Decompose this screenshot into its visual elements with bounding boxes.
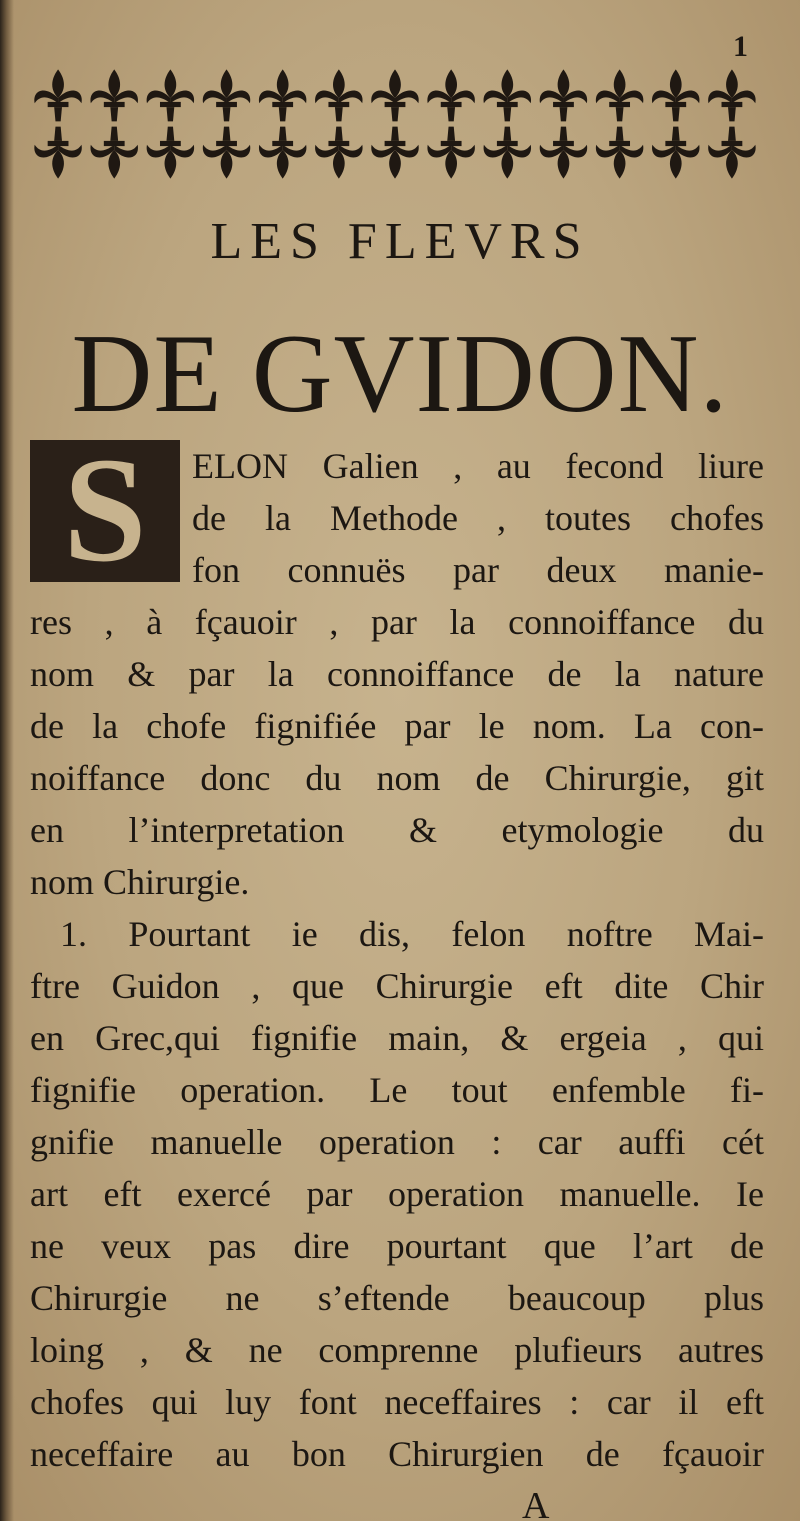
text-line: 1. Pourtant ie dis, felon noftre Mai- [60, 914, 764, 954]
fleuron-glyph [540, 127, 587, 179]
fleuron-glyph [315, 127, 362, 179]
fleuron-glyph [540, 69, 587, 121]
fleuron-glyph [427, 127, 474, 179]
text-line: fon connuës par deux manie- [192, 550, 764, 590]
fleuron-glyph [90, 69, 137, 121]
text-line: Chirurgie ne s’eftende beaucoup plus [30, 1278, 764, 1318]
main-title: DE GVIDON. [71, 312, 729, 436]
fleuron-glyph [427, 69, 474, 121]
text-line: res , à fçauoir , par la connoiffance du [30, 602, 764, 642]
fleuron-glyph [708, 69, 755, 121]
text-line: nom & par la connoiffance de la nature [30, 654, 764, 694]
text-line: en Grec,qui fignifie main, & ergeia , qui [30, 1018, 764, 1058]
text-line: art eft exercé par operation manuelle. Ie [30, 1174, 764, 1214]
fleuron-glyph [203, 69, 250, 121]
text-line: nom Chirurgie. [30, 862, 250, 902]
fleuron-glyph [596, 69, 643, 121]
fleuron-glyph [371, 127, 418, 179]
decorated-initial [30, 440, 180, 582]
text-line: ne veux pas dire pourtant que l’art de [30, 1226, 764, 1266]
fleuron-glyph [147, 69, 194, 121]
text-line: ELON Galien , au fecond liure [192, 446, 764, 486]
text-line: chofes qui luy font neceffaires : car il eft [30, 1382, 764, 1422]
fleuron-ornament-band [30, 62, 760, 184]
running-title: LES FLEVRS [210, 213, 590, 270]
fleuron-glyph [596, 127, 643, 179]
fleuron-glyph [484, 127, 531, 179]
fleuron-glyph [315, 69, 362, 121]
text-line: de la Methode , toutes chofes [192, 498, 764, 538]
text-line: ftre Guidon , que Chirurgie eft dite Chir [30, 966, 764, 1006]
fleuron-glyph [652, 127, 699, 179]
fleuron-glyph [34, 69, 81, 121]
fleuron-glyph [147, 127, 194, 179]
initial-letter: S [63, 440, 147, 582]
text-line: loing , & ne comprenne plufieurs autres [30, 1330, 764, 1370]
fleuron-glyph [371, 69, 418, 121]
text-line: noiffance donc du nom de Chirurgie, git [30, 758, 764, 798]
fleuron-glyph [203, 127, 250, 179]
fleuron-glyph [259, 69, 306, 121]
text-line: neceffaire au bon Chirurgien de fçauoir [30, 1434, 764, 1474]
text-line: gnifie manuelle operation : car auffi cét [30, 1122, 764, 1162]
fleuron-glyph [652, 69, 699, 121]
fleuron-glyph [484, 69, 531, 121]
text-line: en l’interpretation & etymologie du [30, 810, 764, 850]
text-line: fignifie operation. Le tout enfemble fi- [30, 1070, 764, 1110]
fleuron-glyph [90, 127, 137, 179]
signature-mark: A [522, 1485, 550, 1521]
fleuron-glyph [708, 127, 755, 179]
text-line: de la chofe fignifiée par le nom. La con- [30, 706, 764, 746]
fleuron-glyph [259, 127, 306, 179]
page-number: 1 [733, 30, 748, 63]
fleuron-glyph [34, 127, 81, 179]
